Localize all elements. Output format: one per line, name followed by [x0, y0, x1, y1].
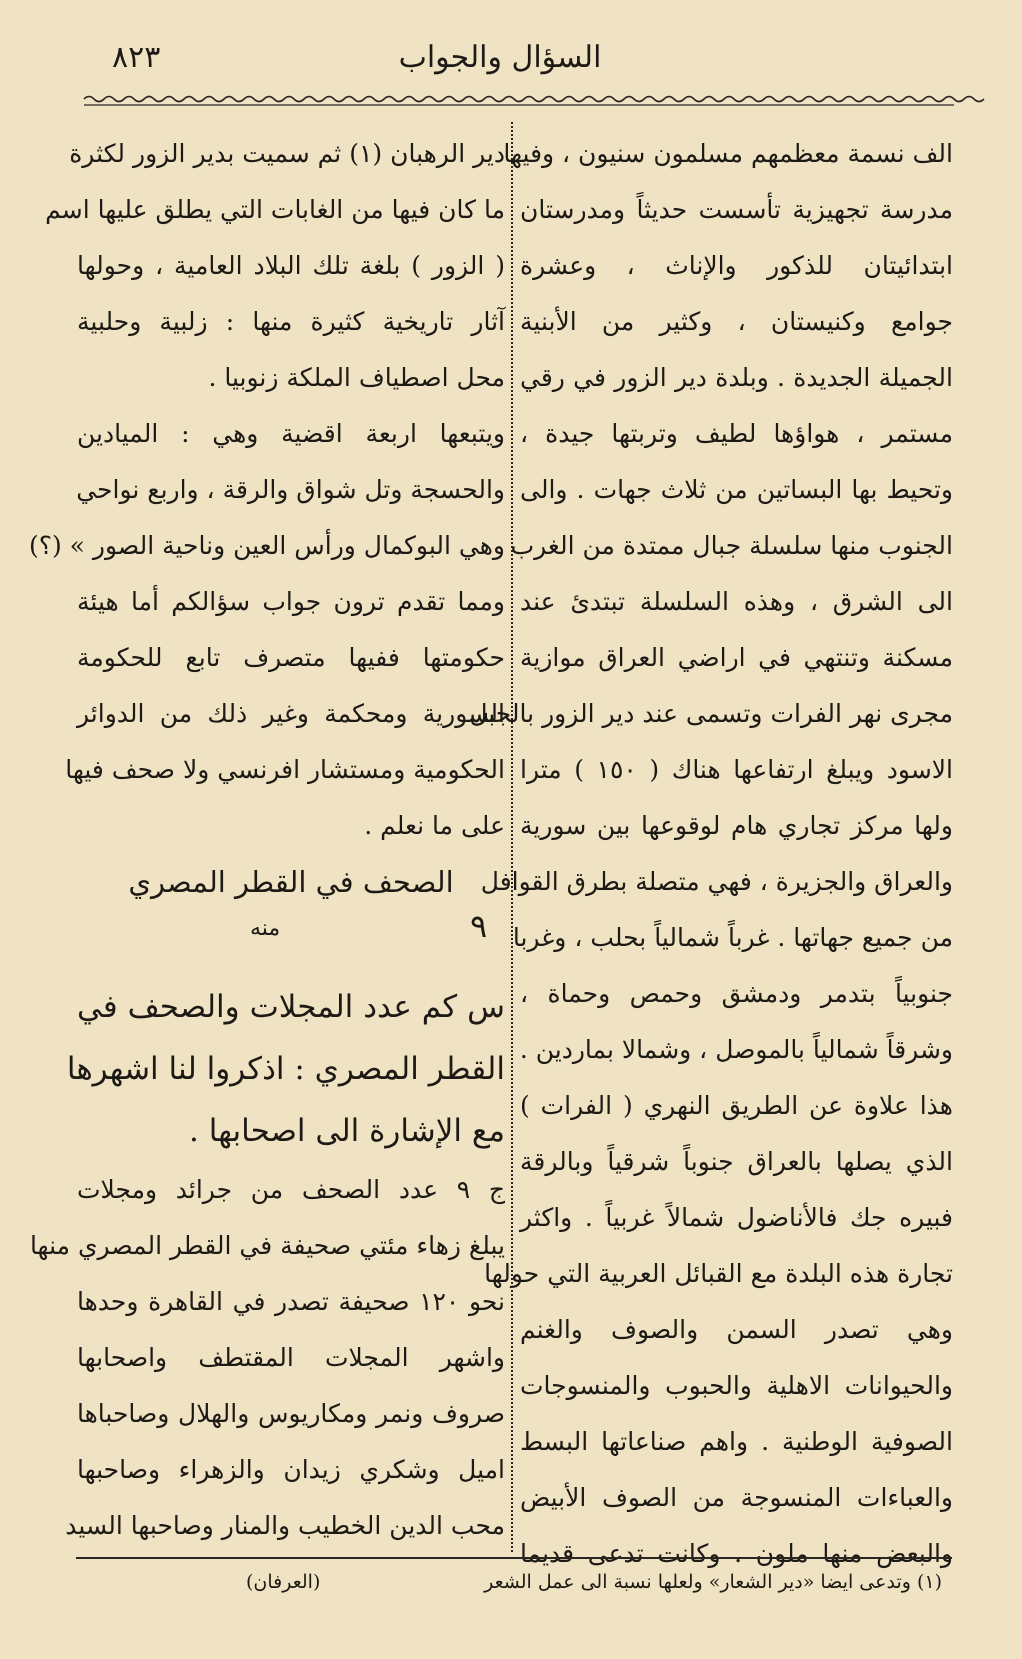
question-number: ٩: [470, 907, 488, 945]
text-line: الف نسمة معظمهم مسلمون سنيون ، وفيها: [503, 139, 953, 168]
text-line: مستمر ، هواؤها لطيف وتربتها جيدة ،: [520, 419, 953, 448]
header-wavy-rule: [84, 94, 954, 108]
footnote-text: (١) وتدعى ايضا «دير الشعار» ولعلها نسبة الى عمل الشعر: [484, 1571, 942, 1593]
question-source: منه: [250, 916, 281, 941]
left-column: [28, 126, 505, 910]
answer-block: [29, 1162, 505, 1554]
section-heading: الصحف في القطر المصري: [128, 865, 454, 899]
text-line: السورية ومحكمة وغير ذلك من الدوائر: [77, 699, 505, 728]
text-line: محل اصطياف الملكة زنوبيا .: [208, 363, 505, 392]
text-line: مجرى نهر الفرات وتسمى عند دير الزور بالجبل: [469, 699, 953, 728]
question-line: مع الإشارة الى اصحابها .: [189, 1113, 505, 1149]
text-line: وتحيط بها البساتين من ثلاث جهات . والى: [520, 475, 953, 504]
text-line: تجارة هذه البلدة مع القبائل العربية التي حولها: [484, 1259, 953, 1288]
text-line: دير الرهبان (١) ثم سميت بدير الزور لكثرة: [69, 139, 505, 168]
text-line: الاسود ويبلغ ارتفاعها هناك ( ١٥٠ ) مترا: [520, 755, 953, 784]
text-line: والعباءات المنسوجة من الصوف الأبيض: [520, 1483, 953, 1512]
footnote-rule: [76, 1557, 952, 1559]
answer-line: واشهر المجلات المقتطف واصحابها: [77, 1343, 505, 1372]
text-line: من جميع جهاتها . غرباً شمالياً بحلب ، وغربا: [512, 923, 953, 952]
text-line: ومما تقدم ترون جواب سؤالكم أما هيئة: [77, 587, 505, 616]
text-line: وهي البوكمال ورأس العين وناحية الصور » (؟): [28, 531, 505, 560]
text-line: الحكومية ومستشار افرنسي ولا صحف فيها: [65, 755, 505, 784]
question-line: س كم عدد المجلات والصحف في: [77, 989, 505, 1025]
text-line: على ما نعلم .: [364, 811, 505, 840]
text-line: ما كان فيها من الغابات التي يطلق عليها اسم: [45, 195, 505, 224]
column-separator: [511, 122, 513, 1552]
text-line: مسكنة وتنتهي في اراضي العراق موازية: [520, 643, 953, 672]
text-line: والحيوانات الاهلية والحبوب والمنسوجات: [520, 1371, 953, 1400]
text-line: آثار تاريخية كثيرة منها : زلبية وحلبية: [77, 307, 505, 336]
answer-line: نحو ١٢٠ صحيفة تصدر في القاهرة وحدها: [77, 1287, 505, 1316]
answer-line: يبلغ زهاء مئتي صحيفة في القطر المصري منها: [29, 1231, 505, 1260]
text-line: فبيره جك فالأناضول شمالاً غربياً . واكثر: [520, 1203, 953, 1232]
question-block: [66, 976, 505, 1162]
text-line: مدرسة تجهيزية تأسست حديثاً ومدرستان: [520, 195, 953, 224]
footnote-source: (العرفان): [246, 1571, 321, 1593]
text-line: وشرقاً شمالياً بالموصل ، وشمالا بماردين .: [519, 1035, 953, 1064]
text-line: ( الزور ) بلغة تلك البلاد العامية ، وحولها: [77, 251, 505, 280]
page-number: ٨٢٣: [112, 40, 161, 75]
text-line: ويتبعها اربعة اقضية وهي : الميادين: [77, 419, 505, 448]
text-line: والعراق والجزيرة ، فهي متصلة بطرق القوافل: [480, 867, 953, 896]
question-line: القطر المصري : اذكروا لنا اشهرها: [66, 1051, 505, 1087]
text-line: جوامع وكنيستان ، وكثير من الأبنية: [520, 307, 953, 336]
answer-line: اميل وشكري زيدان والزهراء وصاحبها: [77, 1455, 505, 1484]
text-line: الجميلة الجديدة . وبلدة دير الزور في رقي: [520, 363, 953, 392]
page-header-title: السؤال والجواب: [398, 40, 602, 75]
text-line: ابتدائيتان للذكور والإناث ، وعشرة: [520, 251, 953, 280]
answer-line: محب الدين الخطيب والمنار وصاحبها السيد: [65, 1511, 505, 1540]
text-line: ولها مركز تجاري هام لوقوعها بين سورية: [520, 811, 953, 840]
text-line: الصوفية الوطنية . واهم صناعاتها البسط: [520, 1427, 953, 1456]
text-line: والحسجة وتل شواق والرقة ، واربع نواحي: [76, 475, 505, 504]
text-line: هذا علاوة عن الطريق النهري ( الفرات ): [520, 1091, 953, 1120]
answer-line: صروف ونمر ومكاريوس والهلال وصاحباها: [77, 1399, 505, 1428]
text-line: الذي يصلها بالعراق جنوباً شرقياً وبالرقة: [520, 1147, 953, 1176]
text-line: جنوبياً بتدمر ودمشق وحمص وحماة ،: [520, 979, 953, 1008]
answer-line: ج ٩ عدد الصحف من جرائد ومجلات: [77, 1175, 505, 1204]
text-line: وهي تصدر السمن والصوف والغنم: [520, 1315, 953, 1344]
text-line: والبعض منها ملون . وكانت تدعى قديما: [520, 1539, 953, 1568]
text-line: حكومتها ففيها متصرف تابع للحكومة: [77, 643, 505, 672]
text-line: الى الشرق ، وهذه السلسلة تبتدئ عند: [520, 587, 953, 616]
text-line: الجنوب منها سلسلة جبال ممتدة من الغرب: [510, 531, 953, 560]
